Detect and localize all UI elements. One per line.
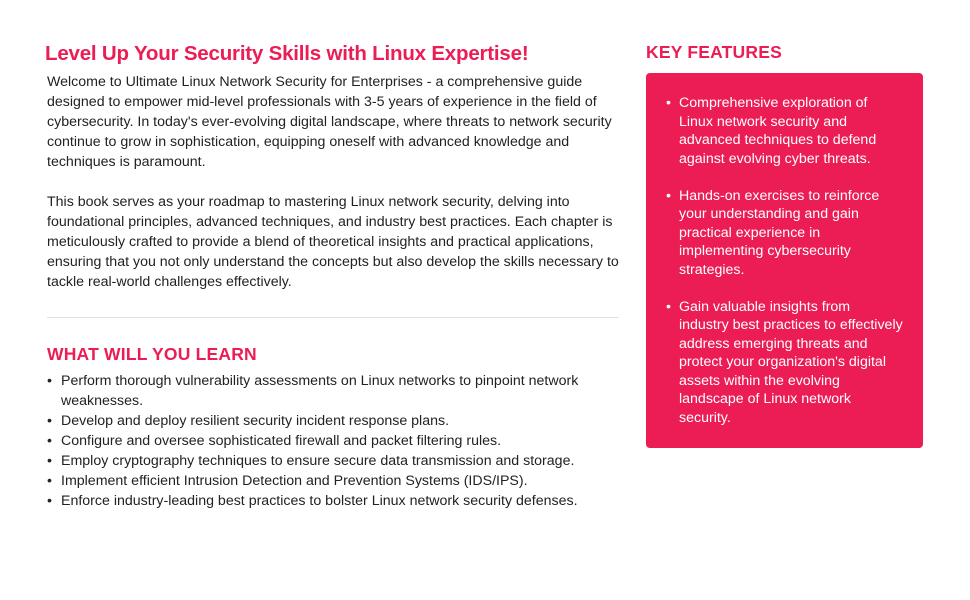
page-title: Level Up Your Security Skills with Linux Expertise!	[45, 42, 529, 65]
learn-heading: WHAT WILL YOU LEARN	[47, 344, 257, 364]
features-list	[679, 94, 903, 427]
list-item: • Enforce industry-leading best practices to bolster Linux network security defenses.	[47, 491, 625, 511]
feature-item: • Gain valuable insights from industry best practices to effectively address emerging threats and protect your organization's digital assets within the evolving landscape of Linux network security.	[679, 298, 903, 428]
list-item: • Configure and oversee sophisticated firewall and packet filtering rules.	[47, 431, 625, 451]
list-item: • Perform thorough vulnerability assessments on Linux networks to pinpoint network weaknesses.	[47, 371, 625, 411]
main-content	[47, 42, 625, 511]
key-features-panel	[646, 42, 923, 448]
feature-item: • Comprehensive exploration of Linux network security and advanced techniques to defend against evolving cyber threats.	[679, 94, 903, 168]
feature-item: • Hands-on exercises to reinforce your understanding and gain practical experience in implementing cybersecurity strategies.	[679, 187, 903, 280]
roadmap-paragraph: This book serves as your roadmap to mastering Linux network security, delving into foundational principles, advanced techniques, and industry best practices. Each chapter is meticulously crafted to provide a blend of theoretical insights and practical applications, ensuring that you not only understand the concepts but also develop the skills necessary to tackle real-world challenges effectively.	[47, 194, 619, 290]
list-item: • Develop and deploy resilient security incident response plans.	[47, 411, 625, 431]
key-features-box	[646, 73, 923, 448]
key-features-heading: KEY FEATURES	[646, 42, 782, 62]
learn-list	[47, 371, 625, 511]
divider	[47, 317, 619, 318]
list-item: • Implement efficient Intrusion Detection and Prevention Systems (IDS/IPS).	[47, 471, 625, 491]
intro-paragraph: Welcome to Ultimate Linux Network Security for Enterprises - a comprehensive guide designed to empower mid-level professionals with 3-5 years of experience in the field of cybersecurity. In today's ever-evolving digital landscape, where threats to network security continue to grow in sophistication, equipping oneself with advanced knowledge and techniques is paramount.	[47, 74, 612, 170]
list-item: • Employ cryptography techniques to ensure secure data transmission and storage.	[47, 451, 625, 471]
